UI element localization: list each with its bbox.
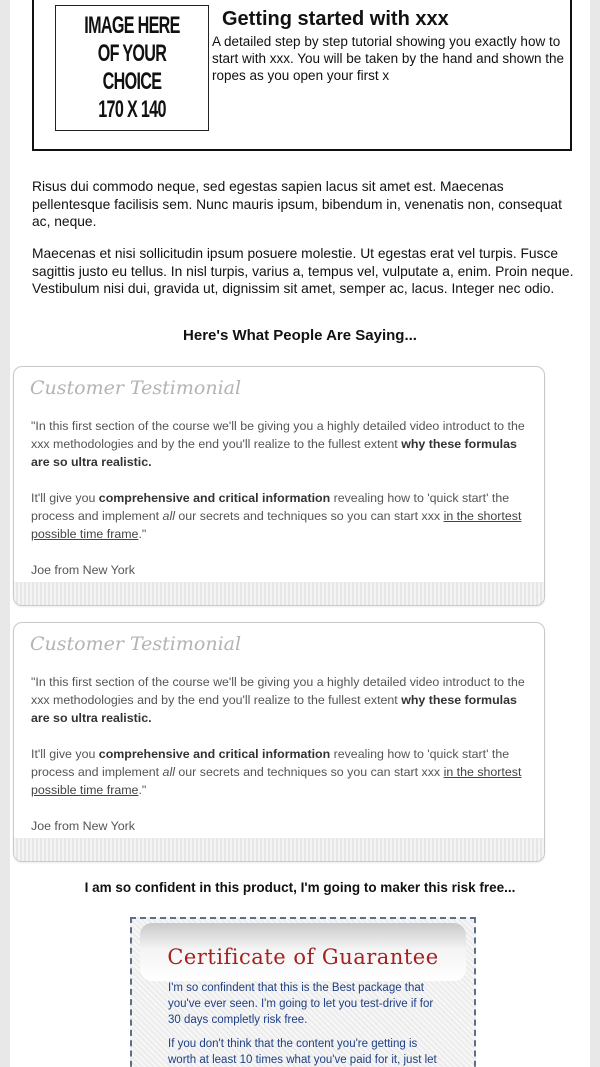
testimonial-paragraph-2: It'll give you comprehensive and critical information revealing how to 'quick start' the process and implement all our secrets and techniques so you can start xxx in the shortest possible time frame.": [31, 491, 522, 541]
certificate-title: Certificate of Guarantee: [167, 945, 439, 969]
image-placeholder-line-1: IMAGE HERE: [84, 12, 180, 39]
testimonial-footer: [14, 838, 544, 861]
guarantee-certificate: [130, 917, 476, 1067]
testimonial-title: Customer Testimonial: [30, 377, 242, 399]
feature-description: A detailed step by step tutorial showing you exactly how to start with xxx. You will be taken by the hand and shown the ropes as you open your first x: [212, 34, 564, 83]
risk-free-heading: I am so confident in this product, I'm going to maker this risk free...: [84, 880, 516, 895]
feature-title: Getting started with xxx: [222, 8, 449, 30]
testimonial-body: [31, 673, 536, 853]
testimonial-author: Joe from New York: [31, 563, 135, 577]
image-placeholder-line-2: OF YOUR: [97, 40, 167, 67]
testimonial-paragraph-2: It'll give you comprehensive and critical information revealing how to 'quick start' the process and implement all our secrets and techniques so you can start xxx in the shortest possible time frame.": [31, 747, 522, 797]
testimonial-title: Customer Testimonial: [30, 633, 242, 655]
testimonial-paragraph-1: "In this first section of the course we'll be giving you a highly detailed video introduct to the xxx methodologies and by the end you'll realize to the fullest extent why these formulas are so ultra realistic.: [31, 419, 525, 469]
intro-paragraph-2: Maecenas et nisi sollicitudin ipsum posuere molestie. Ut egestas erat vel turpis. Fusce sagittis justo eu tellus. In nisl turpis, varius a, tempus vel, vulputate a, enim. Proin neque. Vestibulum nisi dui, gravida ut, dignissim sit amet, semper ac, lacus. Integer nec odio.: [32, 246, 574, 296]
testimonial-paragraph-1: "In this first section of the course we'll be giving you a highly detailed video introduct to the xxx methodologies and by the end you'll realize to the fullest extent why these formulas are so ultra realistic.: [31, 675, 525, 725]
page: [10, 0, 590, 1067]
testimonial-link[interactable]: in the shortest possible time frame: [31, 765, 522, 797]
testimonials-heading: Here's What People Are Saying...: [183, 327, 417, 344]
testimonial-body: [31, 417, 536, 597]
image-placeholder: [55, 5, 209, 131]
testimonial-footer: [14, 582, 544, 605]
feature-box: [32, 0, 572, 151]
testimonial-card: [13, 366, 545, 606]
certificate-text-1: I'm so confindent that this is the Best package that you've ever seen. I'm going to let you test-drive if for 30 days completly risk free.: [168, 982, 434, 1026]
testimonial-link[interactable]: in the shortest possible time frame: [31, 509, 522, 541]
testimonial-author: Joe from New York: [31, 819, 135, 833]
testimonial-card: [13, 622, 545, 862]
certificate-text-2: If you don't think that the content you're getting is worth at least 10 times what you've paid for it, just let: [168, 1038, 437, 1066]
intro-paragraph-1: Risus dui commodo neque, sed egestas sapien lacus sit amet est. Maecenas pellentesque facilisis sem. Nunc mauris ipsum, bibendum in, venenatis non, consequat ac, neque.: [32, 179, 562, 229]
image-placeholder-line-4: 170 X 140: [98, 96, 166, 123]
image-placeholder-line-3: CHOICE: [102, 68, 162, 95]
